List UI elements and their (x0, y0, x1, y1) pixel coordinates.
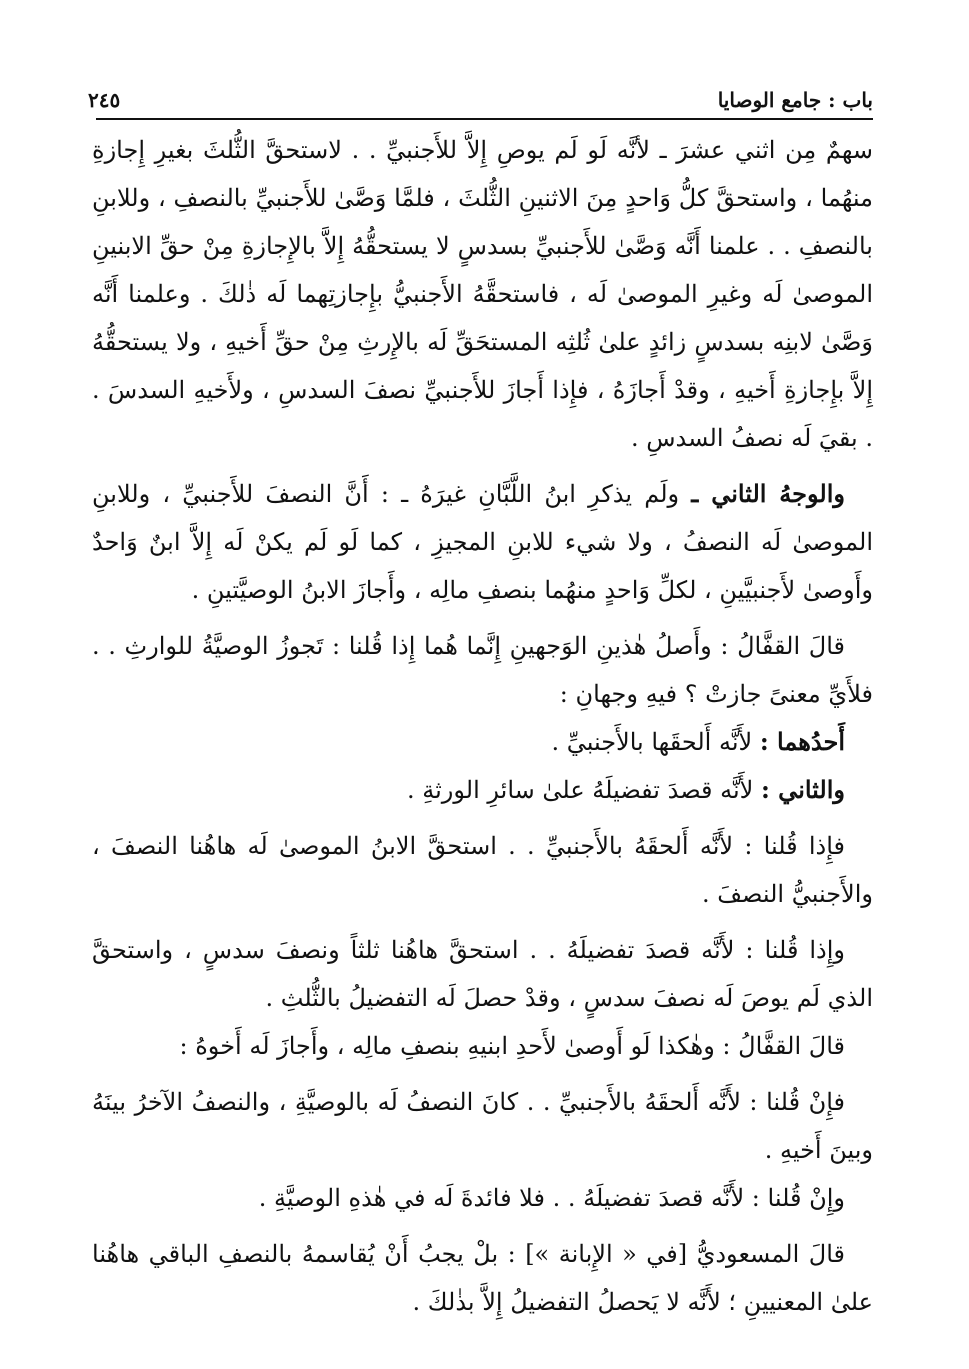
paragraph (92, 622, 873, 718)
paragraph (92, 766, 873, 814)
paragraph (92, 718, 873, 766)
paragraph-lead: أَحدُهما : (759, 727, 845, 756)
paragraph (92, 822, 873, 918)
chapter-title: باب : جامع الوصايا (717, 88, 873, 112)
paragraph (92, 470, 873, 614)
paragraph-text: لأَنَّه قصدَ تفضيلَهُ علىٰ سائرِ الورثةِ . (407, 776, 761, 804)
header-rule (96, 118, 873, 120)
running-head (88, 78, 873, 112)
paragraph-text: وإِذا قُلنا : لأَنَّه قصدَ تفضيلَهُ . . استحقَّ هاهُنا ثلثاً ونصفَ سدسٍ ، واستحقَّ الذي لَم يوصَ لَه نصفَ سدسٍ ، وقدْ حصلَ لَه التفضيلُ بالثُّلثِ . (92, 936, 873, 1012)
paragraph (92, 1022, 873, 1070)
paragraph (92, 1078, 873, 1174)
paragraph (92, 1174, 873, 1222)
paragraph-text: فإِنْ قُلنا : لأَنَّه أَلحقَهُ بالأَجنبيِّ . . كانَ النصفُ لَه بالوصيَّةِ ، والنصفُ الآخرُ بينَهُ وبينَ أَخيهِ . (92, 1088, 873, 1164)
page-number: ٢٤٥ (88, 88, 121, 112)
paragraph-text: وإِنْ قُلنا : لأَنَّه قصدَ تفضيلَهُ . . فلا فائدةَ لَه في هٰذهِ الوصيَّةِ . (258, 1184, 845, 1212)
body-text (92, 126, 873, 1326)
paragraph-text: قالَ المسعوديُّ [في « الإِبانة »] : بلْ يجبُ أَنْ يُقاسمهُ بالنصفِ الباقي هاهُنا علىٰ المعنيينِ ؛ لأَنَّه لا يَحصلُ التفضيلُ إِلاَّ بذٰلكَ . (92, 1240, 873, 1316)
paragraph-text: فإِذا قُلنا : لأَنَّه أَلحقَهُ بالأَجنبيِّ . . استحقَّ الابنُ الموصىٰ لَه هاهُنا النصفَ ، والأَجنبيُّ النصفَ . (92, 832, 873, 908)
paragraph (92, 926, 873, 1022)
paragraph-text: لأَنَّه أَلحقَها بالأَجنبيِّ . (551, 728, 760, 756)
paragraph (92, 1230, 873, 1326)
paragraph-text: سهمٌ مِن اثني عشرَ ـ لأنَّه لَو لَم يوصِ إِلاَّ للأَجنبيِّ . . لاستحقَّ الثُّلثَ بغيرِ إِجازةِ منهُما ، واستحقَّ كلُّ وَاحدٍ مِنَ الاثنينِ الثُّلثَ ، فلمَّا وَصَّىٰ للأَجنبيِّ بالنصفِ ، وللابنِ بالنصفِ . . علمنا أَنَّه وَصَّىٰ للأَجنبيِّ بسدسٍ لا يستحقُّهُ إِلاَّ بالإِجازةِ مِنْ حقِّ الابنينِ الموصىٰ لَه وغيرِ الموصىٰ لَه ، فاستحقَّهُ الأَجنبيُّ بإِجازتِهما لَه ذٰلكَ . وعلمنا أَنَّه وَصَّىٰ لابنِه بسدسٍ زائدٍ علىٰ ثُلثِه المستحَقِّ لَه بالإِرثِ مِنْ حقِّ أَخيهِ ، ولا يستحقُّهُ إِلاَّ بإِجازةِ أَخيهِ ، وقدْ أَجازَهُ ، فإِذا أَجازَ للأَجنبيِّ نصفَ السدسِ ، ولأَخيهِ السدسَ . . بقيَ لَه نصفُ السدسِ . (92, 136, 874, 452)
paragraph-lead: والثاني : (760, 775, 845, 804)
paragraph-text: ولَم يذكرِ ابنُ اللَّبَّانِ غيرَهُ ـ : أَنَّ النصفَ للأَجنبيِّ ، وللابنِ الموصىٰ لَه النصفُ ، ولا شيء للابنِ المجيزِ ، كما لَو لَم يكنْ لَه إِلاَّ ابنٌ وَاحدٌ وأَوصىٰ لأَجنبيَّينِ ، لكلِّ وَاحدٍ منهُما بنصفِ مالِه ، وأَجازَ الابنُ الوصيَّتينِ . (92, 480, 873, 604)
paragraph-lead: والوجهُ الثاني ـ (691, 479, 845, 508)
paragraph (92, 126, 873, 462)
paragraph-text: قالَ القفَّالُ : وأَصلُ هٰذينِ الوَجهينِ إِنَّما هُما إِذا قُلنا : تَجوزُ الوصيَّةُ للوارثِ . . فلأَيِّ معنىً جازتْ ؟ فيهِ وجهانِ : (92, 632, 873, 708)
paragraph-text: قالَ القفَّالُ : وهٰكذا لَو أَوصىٰ لأَحدِ ابنيهِ بنصفِ مالِه ، وأَجازَ لَه أَخوهُ : (179, 1032, 845, 1060)
